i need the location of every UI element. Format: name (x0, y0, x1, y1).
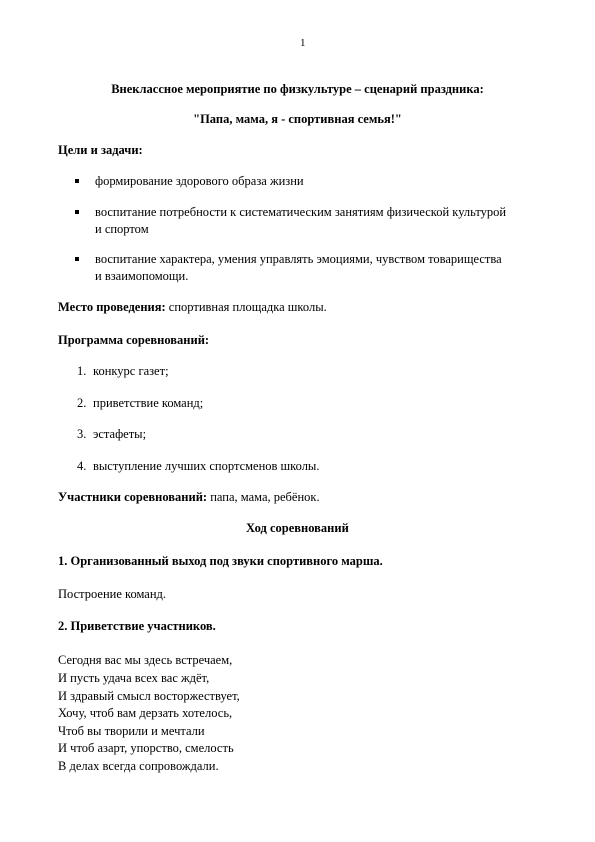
bullet-marker (75, 210, 79, 214)
goals-heading: Цели и задачи: (58, 143, 143, 157)
goal-item: формирование здорового образа жизни (95, 174, 304, 188)
program-item-number: 2. (77, 396, 87, 410)
poem-line: И здравый смысл восторжествует, (58, 689, 240, 703)
program-item: выступление лучших спортсменов школы. (93, 459, 320, 473)
venue-label: Место проведения: (58, 300, 166, 314)
goal-item: воспитание потребности к систематическим занятиям физической культурой (95, 205, 507, 219)
page-number: 1 (300, 37, 306, 49)
program-item-number: 4. (77, 459, 87, 473)
program-item-number: 3. (77, 427, 87, 441)
program-item: эстафеты; (93, 427, 147, 441)
section-2-heading: 2. Приветствие участников. (58, 619, 216, 633)
goal-item-continuation: и спортом (95, 222, 149, 236)
program-item-number: 1. (77, 364, 87, 378)
poem-line: И пусть удача всех вас ждёт, (58, 671, 210, 685)
program-heading: Программа соревнований: (58, 333, 210, 347)
poem-line: Чтоб вы творили и мечтали (58, 724, 205, 738)
participants-label: Участники соревнований: (58, 490, 208, 504)
document-title: Внеклассное мероприятие по физкультуре – сценарий праздника: (111, 82, 484, 96)
poem-line: Хочу, чтоб вам дерзать хотелось, (58, 706, 233, 720)
poem-line: В делах всегда сопровождали. (58, 759, 219, 773)
section-1-heading: 1. Организованный выход под звуки спортивного марша. (58, 554, 383, 568)
program-item: конкурс газет; (93, 364, 169, 378)
goal-item-continuation: и взаимопомощи. (95, 269, 189, 283)
venue-line (58, 300, 327, 315)
bullet-marker (75, 257, 79, 261)
poem-line: И чтоб азарт, упорство, смелость (58, 741, 234, 755)
document-subtitle: "Папа, мама, я - спортивная семья!" (193, 112, 402, 126)
goal-item: воспитание характера, умения управлять эмоциями, чувством товарищества (95, 252, 502, 266)
venue-value: спортивная площадка школы. (165, 300, 327, 314)
participants-line (58, 490, 320, 505)
participants-value: папа, мама, ребёнок. (207, 490, 320, 504)
program-item: приветствие команд; (93, 396, 204, 410)
course-heading: Ход соревнований (246, 521, 349, 535)
section-1-text: Построение команд. (58, 587, 167, 601)
poem-line: Сегодня вас мы здесь встречаем, (58, 653, 233, 667)
bullet-marker (75, 179, 79, 183)
